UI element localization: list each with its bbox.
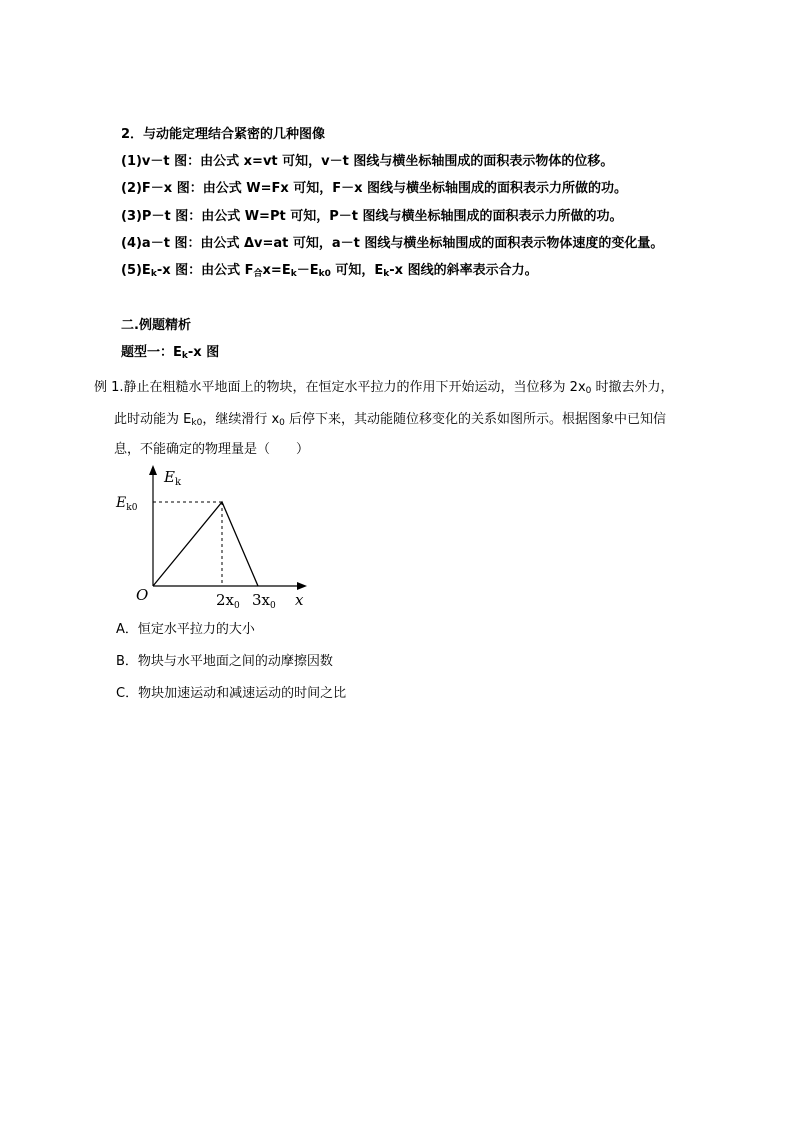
y-axis-arrow	[149, 465, 157, 475]
graph-item-2: (2)F－x 图：由公式 W=Fx 可知，F－x 图线与横坐标轴围成的面积表示力所做的功。	[121, 181, 628, 196]
option-c: C．物块加速运动和减速运动的时间之比	[116, 686, 347, 701]
x-axis-label: x	[295, 591, 304, 609]
2x0-tick-label: $2x_0$	[216, 591, 240, 610]
graph-item-3: (3)P－t 图：由公式 W=Pt 可知，P－t 图线与横坐标轴围成的面积表示力所做的功。	[121, 209, 623, 224]
graph-item-5: $(5)E_k-x$ 图：由公式 $F_合x=E_k-E_{k0}$ 可知，$E_k-x$ 图线的斜率表示合力。	[121, 263, 538, 279]
ek0-tick-label: $E_{k0}$	[116, 495, 138, 513]
ek-x-graph	[112, 462, 322, 610]
x-axis-arrow	[297, 582, 307, 590]
example-question-line-3: 息，不能确定的物理量是（ ）	[114, 442, 310, 457]
option-b: B．物块与水平地面之间的动摩擦因数	[116, 654, 333, 669]
graph-item-4: (4)a－t 图：由公式 Δv=at 可知，a－t 图线与横坐标轴围成的面积表示物体速度的变化量。	[121, 236, 664, 251]
graph-item-1: (1)v－t 图：由公式 x=vt 可知，v－t 图线与横坐标轴围成的面积表示物体的位移。	[121, 154, 614, 169]
example-question-line-1: 例 1.静止在粗糙水平地面上的物块，在恒定水平拉力的作用下开始运动，当位移为 $2x_0$ 时撤去外力，	[94, 380, 674, 396]
origin-label: O	[136, 586, 149, 604]
examples-heading: 二.例题精析	[121, 318, 191, 333]
example-question-line-2: 此时动能为 $E_{k0}$，继续滑行 $x_0$ 后停下来，其动能随位移变化的关系如图所示。根据图象中已知信	[114, 412, 667, 428]
option-a: A．恒定水平拉力的大小	[116, 622, 255, 637]
section-heading: 2．与动能定理结合紧密的几种图像	[121, 127, 326, 142]
question-type-heading: 题型一：$E_k-x$ 图	[121, 345, 220, 361]
ek-curve	[153, 502, 258, 586]
3x0-tick-label: $3x_0$	[252, 591, 276, 610]
y-axis-label: $E_k$	[164, 468, 182, 488]
